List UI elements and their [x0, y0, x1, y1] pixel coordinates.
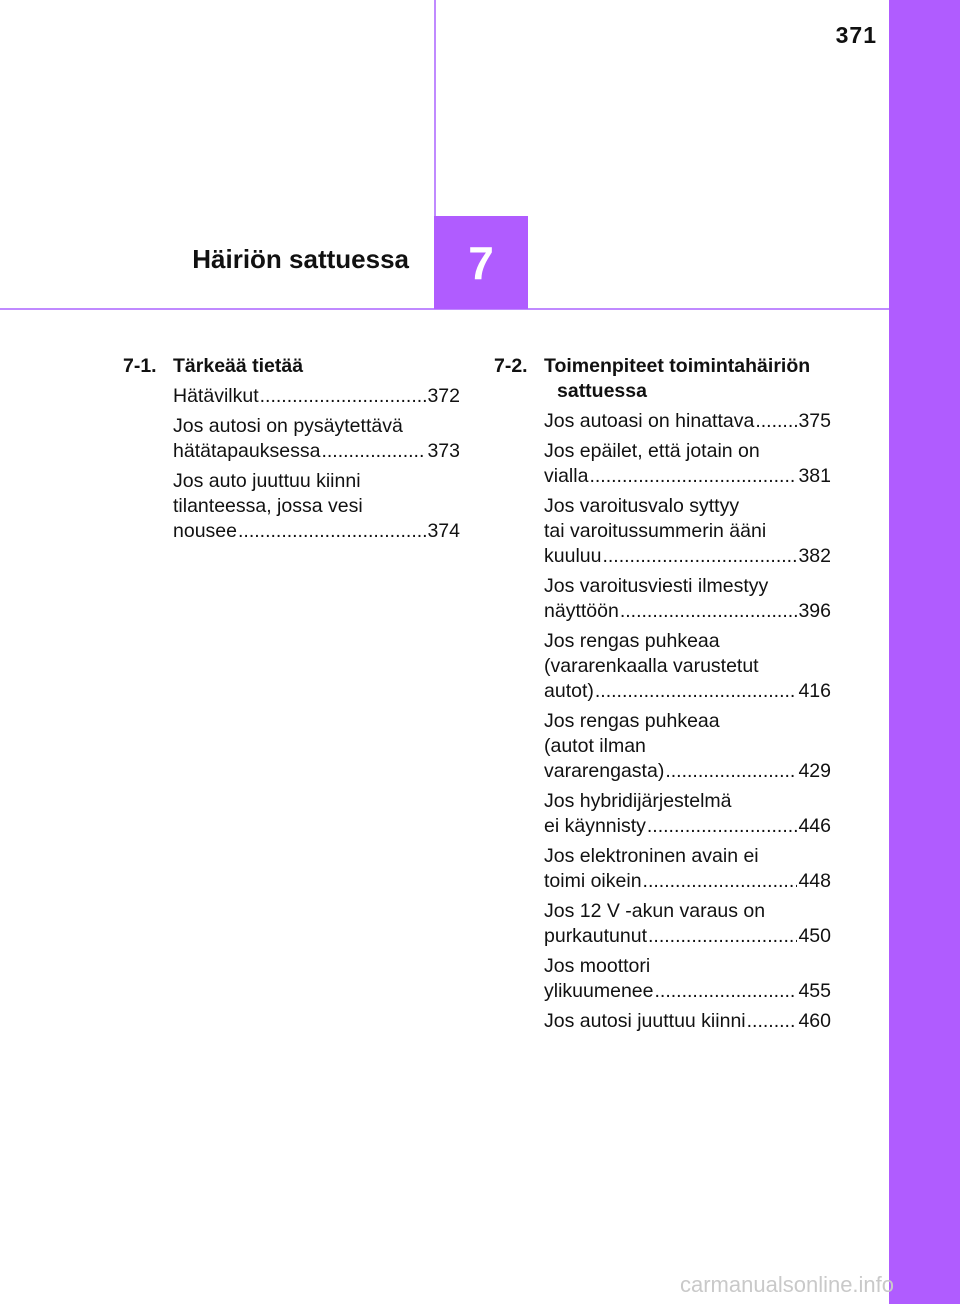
- toc-entry-page: 450: [798, 925, 831, 947]
- toc-entry-text: toimi oikein: [544, 870, 642, 892]
- toc-entry-text: tai varoitussummerin ääni: [544, 520, 767, 542]
- toc-dot-leader: [321, 439, 426, 464]
- toc-entry-page: 375: [798, 410, 831, 432]
- toc-entry-text: näyttöön: [544, 600, 619, 622]
- chapter-side-tab: [889, 0, 960, 1304]
- toc-entry[interactable]: [544, 439, 831, 489]
- toc-entry-text: Jos epäilet, että jotain on: [544, 440, 760, 462]
- toc-entry-text: autot): [544, 680, 594, 702]
- toc-entry-text: ei käynnisty: [544, 815, 646, 837]
- toc-section-7-1: [123, 354, 460, 549]
- toc-entry-text: Hätävilkut: [173, 385, 259, 407]
- toc-entry-text: Jos autosi juuttuu kiinni: [544, 1010, 746, 1032]
- toc-entry-text: Jos autosi on pysäytettävä: [173, 415, 403, 437]
- toc-entry[interactable]: [173, 469, 460, 544]
- toc-section-number: 7-2.: [494, 355, 528, 377]
- toc-entry-text: Jos varoitusvalo syttyy: [544, 495, 740, 517]
- chapter-title: Häiriön sattuessa: [192, 244, 409, 274]
- toc-entry-text: vararengasta): [544, 760, 665, 782]
- toc-entry[interactable]: [173, 384, 460, 409]
- toc-entry-text: vialla: [544, 465, 589, 487]
- toc-dot-leader: [654, 979, 797, 1004]
- toc-entry-text: Jos auto juuttuu kiinni: [173, 470, 361, 492]
- toc-entry[interactable]: [173, 414, 460, 464]
- toc-dot-leader: [602, 544, 797, 569]
- toc-section-title: sattuessa: [557, 380, 647, 402]
- toc-dot-leader: [747, 1009, 798, 1034]
- toc-entry-page: 448: [798, 870, 831, 892]
- toc-entry-text: tilanteessa, jossa vesi: [173, 495, 363, 517]
- toc-entry-page: 460: [798, 1010, 831, 1032]
- toc-dot-leader: [665, 759, 797, 784]
- toc-entry[interactable]: [544, 409, 831, 434]
- toc-entry[interactable]: [544, 629, 831, 704]
- toc-entry-page: 416: [798, 680, 831, 702]
- toc-dot-leader: [643, 869, 798, 894]
- toc-entry[interactable]: [544, 899, 831, 949]
- toc-entry-page: 372: [427, 385, 460, 407]
- toc-section-7-2: [494, 354, 831, 1039]
- toc-dot-leader: [595, 679, 798, 704]
- toc-entry-text: (autot ilman: [544, 735, 646, 757]
- toc-entry-text: Jos varoitusviesti ilmestyy: [544, 575, 769, 597]
- toc-section-heading: [494, 354, 831, 404]
- toc-entry-text: Jos 12 V -akun varaus on: [544, 900, 766, 922]
- toc-entry-page: 382: [798, 545, 831, 567]
- toc-entry-page: 396: [798, 600, 831, 622]
- toc-entry-text: purkautunut: [544, 925, 647, 947]
- toc-entry-text: nousee: [173, 520, 237, 542]
- toc-entry-text: Jos rengas puhkeaa: [544, 710, 720, 732]
- toc-dot-leader: [238, 519, 426, 544]
- toc-entry-text: ylikuumenee: [544, 980, 654, 1002]
- header-divider-vertical: [434, 0, 436, 216]
- watermark: carmanualsonline.info: [680, 1272, 895, 1297]
- toc-entry-text: hätätapauksessa: [173, 440, 321, 462]
- chapter-number-box: 7: [434, 216, 528, 309]
- toc-dot-leader: [589, 464, 797, 489]
- toc-dot-leader: [648, 924, 797, 949]
- toc-dot-leader: [647, 814, 798, 839]
- page-number: 371: [835, 22, 877, 48]
- toc-entry-text: Jos hybridijärjestelmä: [544, 790, 732, 812]
- toc-entry-text: Jos rengas puhkeaa: [544, 630, 720, 652]
- toc-entry-text: kuuluu: [544, 545, 602, 567]
- toc-dot-leader: [260, 384, 427, 409]
- toc-entry-page: 373: [427, 440, 460, 462]
- toc-entry-page: 446: [798, 815, 831, 837]
- toc-entry[interactable]: [544, 844, 831, 894]
- toc-entry[interactable]: [544, 954, 831, 1004]
- toc-section-title: Toimenpiteet toimintahäiriön: [544, 355, 811, 377]
- toc-dot-leader: [755, 409, 797, 434]
- toc-entry[interactable]: [544, 709, 831, 784]
- toc-entry-text: Jos autoasi on hinattava: [544, 410, 755, 432]
- toc-section-heading: [123, 354, 460, 379]
- toc-entry-text: Jos moottori: [544, 955, 651, 977]
- toc-entry-page: 374: [427, 520, 460, 542]
- toc-entry[interactable]: [544, 1009, 831, 1034]
- toc-entry-text: Jos elektroninen avain ei: [544, 845, 759, 867]
- toc-entry-page: 381: [798, 465, 831, 487]
- toc-entry-page: 429: [798, 760, 831, 782]
- toc-entry[interactable]: [544, 789, 831, 839]
- toc-entry[interactable]: [544, 574, 831, 624]
- toc-section-title: Tärkeää tietää: [173, 355, 304, 377]
- toc-section-number: 7-1.: [123, 355, 157, 377]
- toc-dot-leader: [620, 599, 798, 624]
- toc-entry-page: 455: [798, 980, 831, 1002]
- toc-entry-text: (vararenkaalla varustetut: [544, 655, 759, 677]
- toc-entry[interactable]: [544, 494, 831, 569]
